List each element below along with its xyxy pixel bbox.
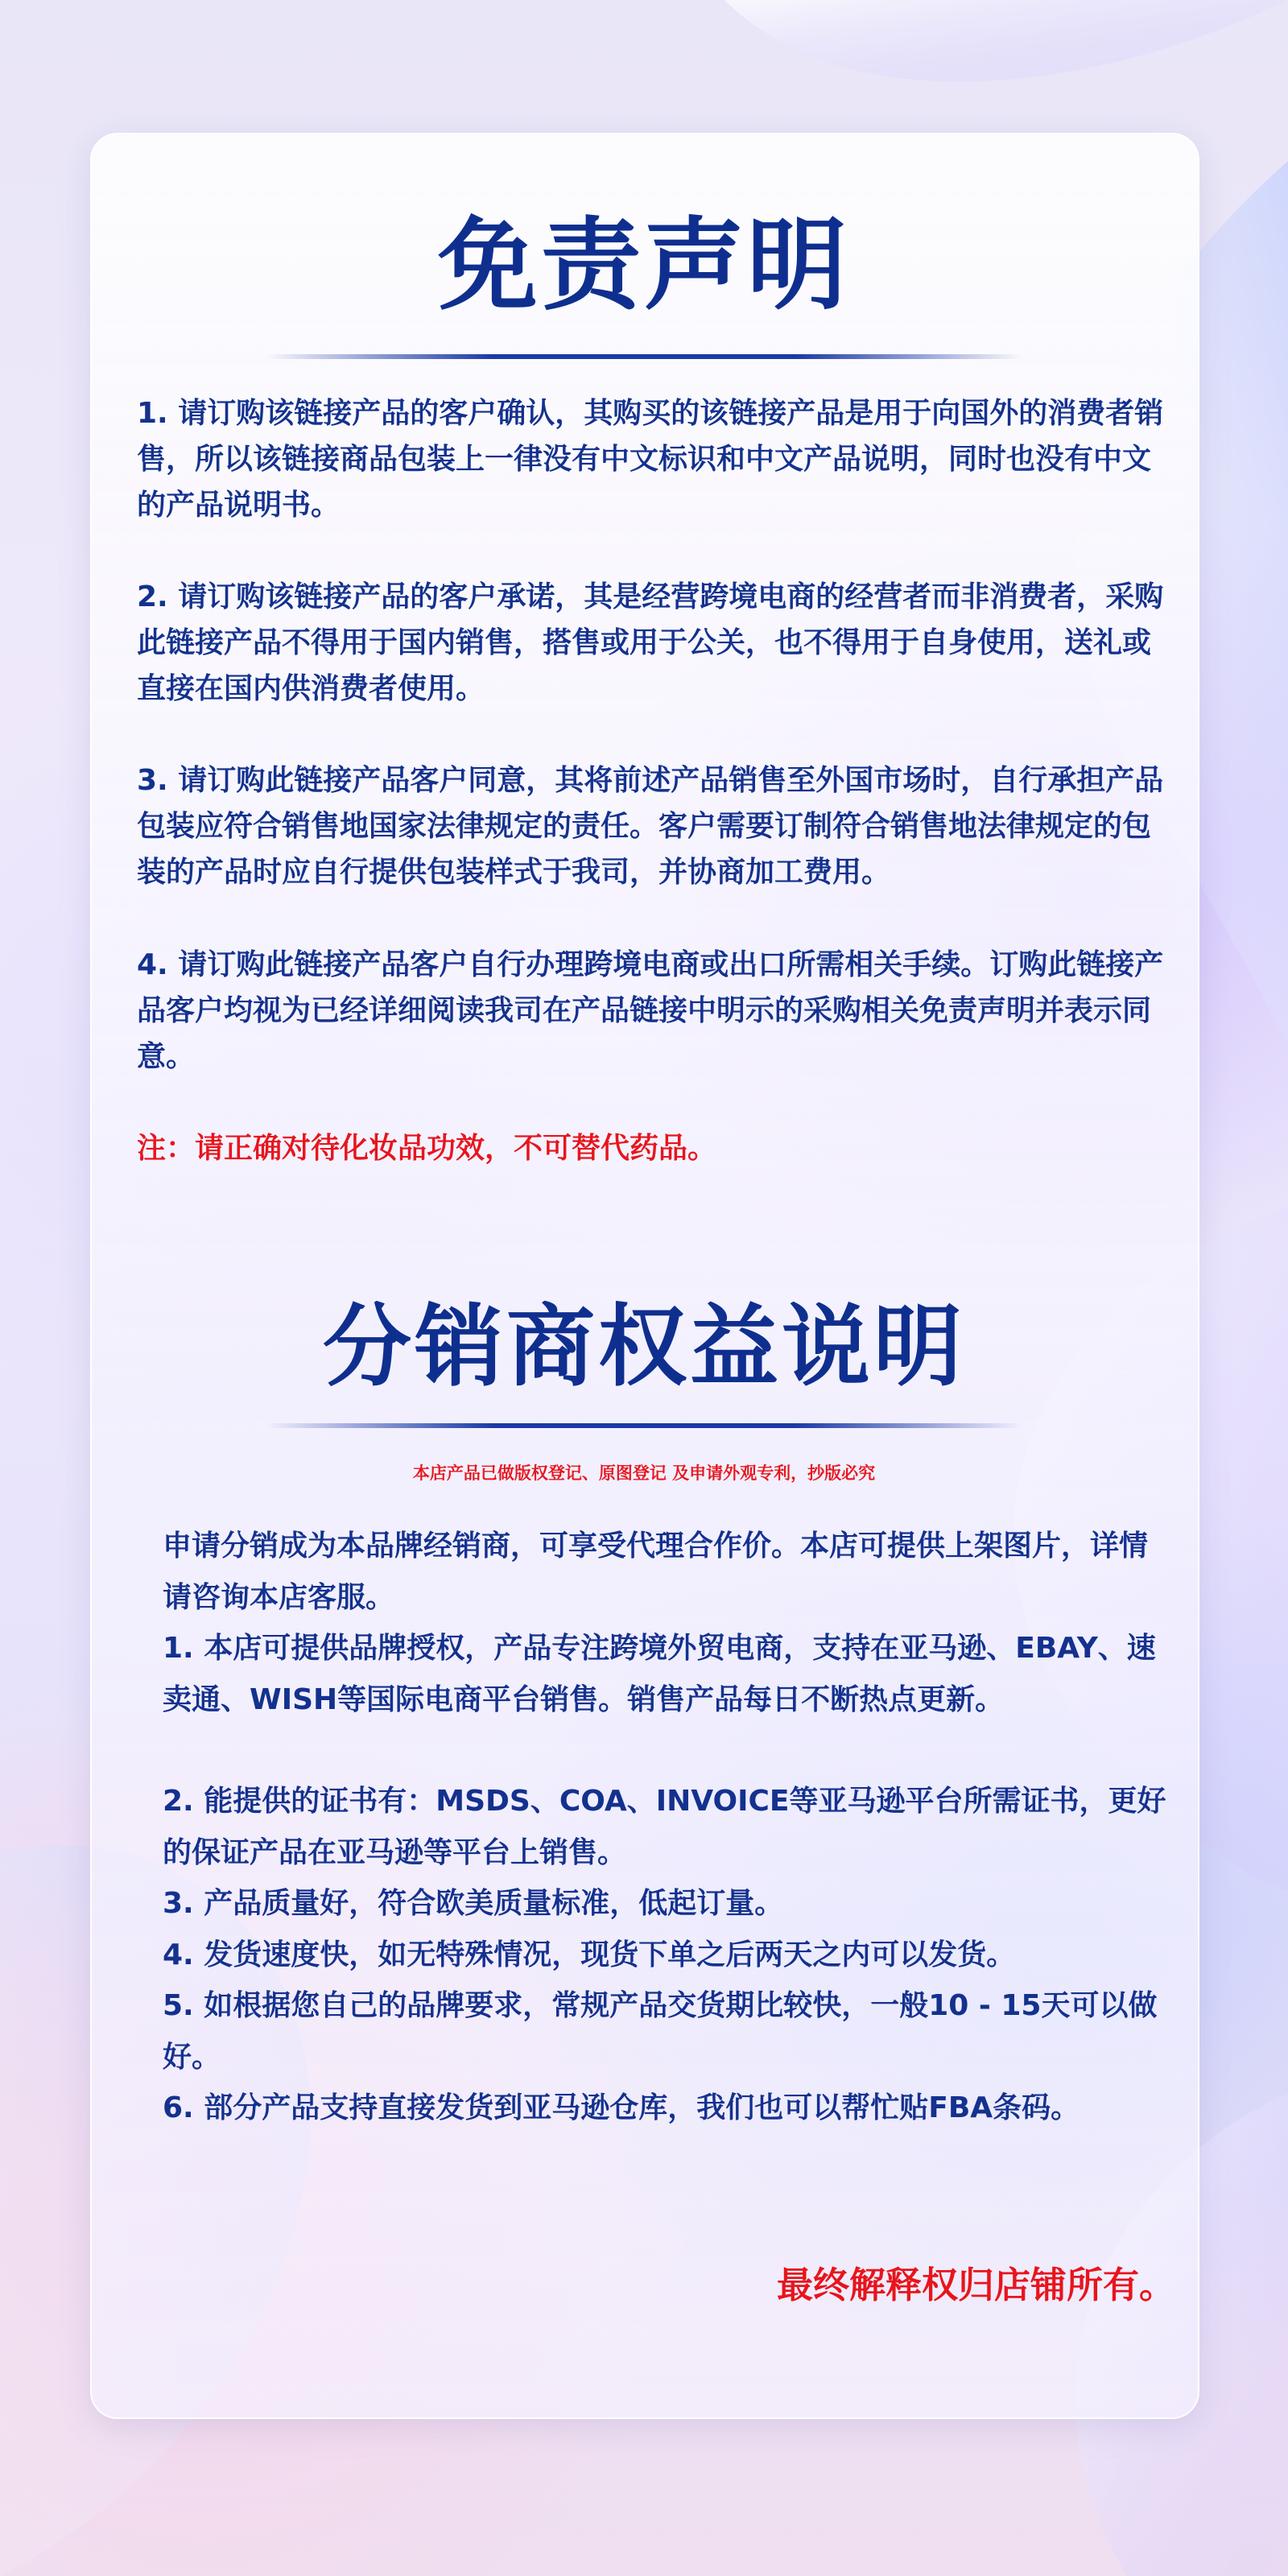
disclaimer-clause: 1. 请订购该链接产品的客户确认，其购买的该链接产品是用于向国外的消费者销售，所以该链接商品包装上一律没有中文标识和中文产品说明，同时也没有中文的产品说明书。 xyxy=(137,397,1164,522)
title-underline xyxy=(266,354,1022,359)
distributor-benefit-item: 5. 如根据您自己的品牌要求，常规产品交货期比较快，一般10 - 15天可以做好。 xyxy=(163,1989,1158,2074)
distributor-benefit-item: 4. 发货速度快，如无特殊情况，现货下单之后两天之内可以发货。 xyxy=(163,1938,1016,1971)
copyright-notice: 本店产品已做版权登记、原图登记 及申请外观专利，抄版必究 xyxy=(412,1463,876,1483)
disclaimer-title: 免责声明 xyxy=(437,208,850,324)
title-underline xyxy=(266,1423,1022,1428)
final-interpretation-statement: 最终解释权归店铺所有。 xyxy=(776,2264,1175,2306)
distributor-benefit-item: 2. 能提供的证书有：MSDS、COA、INVOICE等亚马逊平台所需证书，更好的保证产品在亚马逊等平台上销售。 xyxy=(163,1785,1166,1869)
disclaimer-clause: 3. 请订购此链接产品客户同意，其将前述产品销售至外国市场时，自行承担产品包装应符合销售地国家法律规定的责任。客户需要订制符合销售地法律规定的包装的产品时应自行提供包装样式于我司，并协商加工费用。 xyxy=(137,764,1164,889)
distributor-benefit-item: 3. 产品质量好，符合欧美质量标准，低起订量。 xyxy=(163,1887,784,1920)
distributor-intro: 申请分销成为本品牌经销商，可享受代理合作价。本店可提供上架图片，详情请咨询本店客服。 xyxy=(163,1530,1149,1614)
distributor-rights-title: 分销商权益说明 xyxy=(323,1295,965,1398)
disclaimer-clause: 4. 请订购此链接产品客户自行办理跨境电商或出口所需相关手续。订购此链接产品客户均视为已经详细阅读我司在产品链接中明示的采购相关免责声明并表示同意。 xyxy=(137,948,1164,1073)
distributor-benefit-item: 6. 部分产品支持直接发货到亚马逊仓库，我们也可以帮忙贴FBA条码。 xyxy=(163,2091,1080,2124)
distributor-benefit-item: 1. 本店可提供品牌授权，产品专注跨境外贸电商，支持在亚马逊、EBAY、速卖通、WISH等国际电商平台销售。销售产品每日不断热点更新。 xyxy=(163,1632,1156,1716)
cosmetics-warning-note: 注：请正确对待化妆品功效，不可替代药品。 xyxy=(137,1132,717,1165)
disclaimer-clause: 2. 请订购该链接产品的客户承诺，其是经营跨境电商的经营者而非消费者，采购此链接产品不得用于国内销售，搭售或用于公关，也不得用于自身使用，送礼或直接在国内供消费者使用。 xyxy=(137,580,1164,705)
